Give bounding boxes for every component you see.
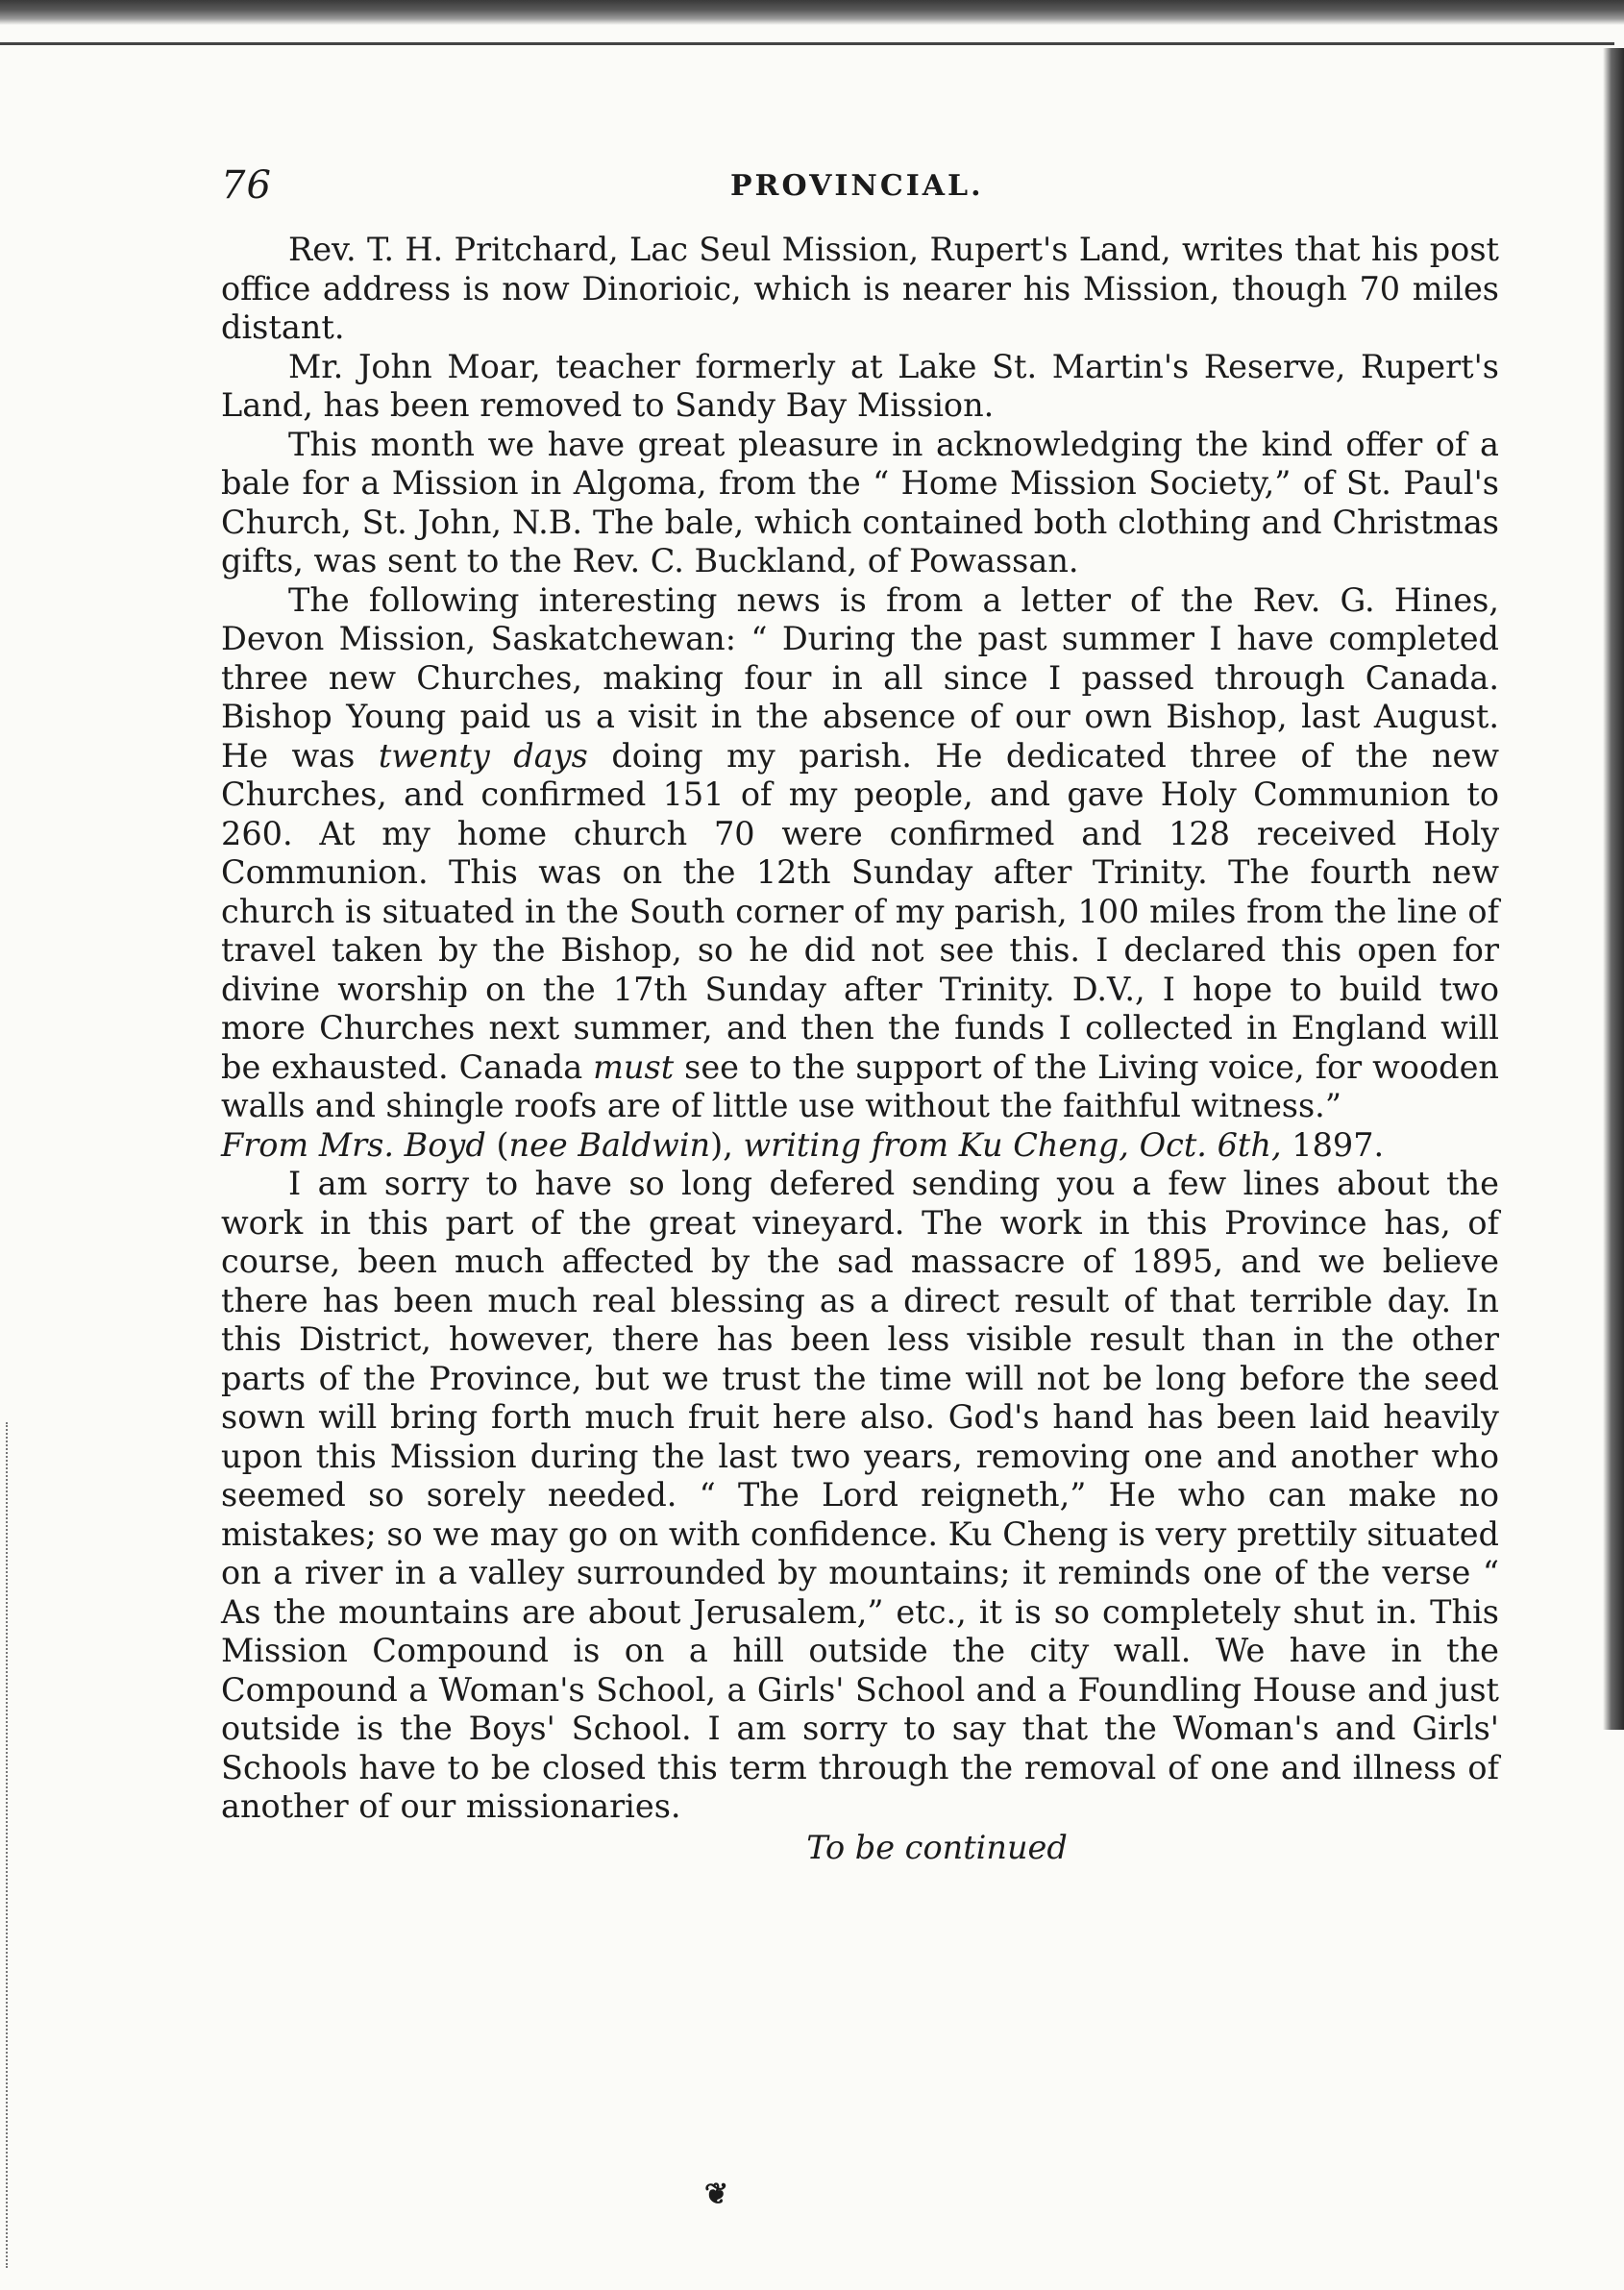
paragraph-hines-letter: The following interesting news is from a letter of the Rev. G. Hines, Devon Mission, Saskatchewan: “ During the past summer I have completed three new Churches, making four in all since I passed through Canada. Bishop Young paid us a visit in the absence of our own Bishop, last August. He was twenty days doing my parish. He dedicated three of the new Churches, and confirmed 151 of my people, and gave Holy Communion to 260. At my home church 70 were confirmed and 128 received Holy Communion. This was on the 12th Sunday after Trinity. The fourth new church is situated in the South corner of my parish, 100 miles from the line of travel taken by the Bishop, so he did not see this. I declared this open for divine worship on the 17th Sunday after Trinity. D.V., I hope to build two more Churches next summer, and then the funds I collected in England will be exhausted. Canada must see to the support of the Living voice, for wooden walls and shingle roofs are of little use without the faithful witness.” [221,580,1499,1124]
article-body [221,231,1499,1867]
paragraph-bale: This month we have great pleasure in acknowledging the kind offer of a bale for a Mission in Algoma, from the “ Home Mission Society,” of St. Paul's Church, St. John, N.B. The bale, which contained both clothing and Christmas gifts, was sent to the Rev. C. Buckland, of Powassan. [221,425,1499,579]
page-header [221,163,1499,221]
scan-top-rule [0,42,1614,45]
boyd-letter-heading: From Mrs. Boyd (nee Baldwin), writing from Ku Cheng, Oct. 6th, 1897. [221,1125,1385,1164]
page-number: 76 [221,163,272,208]
running-head: PROVINCIAL. [730,169,984,203]
end-ornament: ❦ [704,2178,729,2211]
to-be-continued: To be continued [806,1828,1068,1866]
scan-left-margin-marks [6,1422,13,2268]
scan-top-border [0,0,1624,25]
paragraph-pritchard: Rev. T. H. Pritchard, Lac Seul Mission, Rupert's Land, writes that his post office address is now Dinorioic, which is nearer his Mission, though 70 miles distant. [221,231,1499,346]
scan-right-edge [1603,48,1624,1730]
paragraph-moar: Mr. John Moar, teacher formerly at Lake St. Martin's Reserve, Rupert's Land, has been removed to Sandy Bay Mission. [221,347,1499,424]
paragraph-boyd-letter: I am sorry to have so long defered sending you a few lines about the work in this part of the great vineyard. The work in this Province has, of course, been much affected by the sad massacre of 1895, and we believe there has been much real blessing as a direct result of that terrible day. In this District, however, there has been less visible result than in the other parts of the Province, but we trust the time will not be long before the seed sown will bring forth much fruit here also. God's hand has been laid heavily upon this Mission during the last two years, removing one and another who seemed so sorely needed. “ The Lord reigneth,” He who can make no mistakes; so we may go on with confidence. Ku Cheng is very prettily situated on a river in a valley surrounded by mountains; it reminds one of the verse “ As the mountains are about Jerusalem,” etc., it is so completely shut in. This Mission Compound is on a hill outside the city wall. We have in the Compound a Woman's School, a Girls' School and a Foundling House and just outside is the Boys' School. I am sorry to say that the Woman's and Girls' Schools have to be closed this term through the removal of one and illness of another of our missionaries. [221,1165,1499,1825]
